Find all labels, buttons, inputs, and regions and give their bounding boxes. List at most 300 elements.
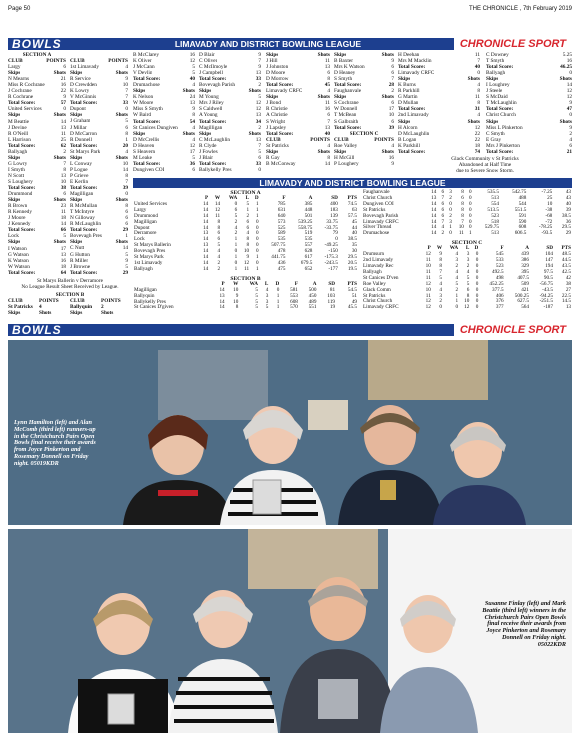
team-name: 1st Limavady bbox=[134, 259, 163, 266]
result-value: 31 bbox=[474, 106, 480, 113]
table-cell: 0 bbox=[449, 230, 452, 237]
table-cell: 2 bbox=[234, 230, 238, 237]
table-cell: -93.5 bbox=[541, 230, 553, 237]
table-cell: 3 bbox=[455, 257, 459, 264]
table-cell: 5 bbox=[246, 200, 250, 207]
result-label: Drumachose bbox=[133, 82, 160, 89]
table-cell: 6 bbox=[217, 230, 221, 237]
table-cell: -187 bbox=[543, 304, 553, 311]
table-cell: 652 bbox=[304, 265, 313, 272]
result-value: Shots bbox=[317, 148, 330, 155]
result-label: J Millar bbox=[70, 124, 87, 131]
result-label: C Nutt bbox=[70, 245, 85, 252]
result-value: 14 bbox=[60, 118, 66, 125]
table-cell: 3 bbox=[466, 257, 470, 264]
section-b-cell: 4 bbox=[39, 304, 42, 311]
result-label: H Alcorn bbox=[398, 124, 418, 131]
section-b-cell: Ballyquin bbox=[70, 304, 93, 311]
result-value: 12 bbox=[189, 58, 195, 65]
table-cell: 478 bbox=[277, 248, 286, 255]
result-label: L Harrison bbox=[8, 136, 31, 143]
result-value: 12 bbox=[255, 100, 261, 107]
team-name: Derramore bbox=[134, 230, 157, 237]
result-value: 4 bbox=[569, 136, 572, 143]
league-table-right bbox=[362, 190, 572, 311]
result-label: W Baird bbox=[133, 112, 151, 119]
table-cell: 40 bbox=[351, 230, 357, 237]
table-cell: -43.5 bbox=[542, 286, 553, 293]
table-cell: 0 bbox=[475, 257, 479, 264]
column-header: W bbox=[214, 195, 221, 201]
result-value: 25 bbox=[60, 136, 66, 143]
result-value: 34 bbox=[255, 118, 261, 125]
table-cell: 6 bbox=[441, 200, 445, 207]
result-value: 16 bbox=[566, 58, 572, 65]
table-cell: 39 bbox=[565, 206, 571, 213]
result-value: 9 bbox=[391, 58, 394, 65]
table-cell: 0 bbox=[255, 259, 259, 266]
result-label: M Leake bbox=[133, 154, 152, 161]
abandoned-note: Glack Community v St Patricks Abandoned at Half Time due to Severe Snow Storm. bbox=[451, 156, 519, 175]
result-label: Skips bbox=[70, 112, 83, 119]
result-value: 7 bbox=[125, 88, 128, 95]
result-value: 40 bbox=[324, 130, 330, 137]
result-label: T McBean bbox=[334, 112, 357, 119]
bowls-banner-top bbox=[8, 38, 572, 50]
table-cell: 42.5 bbox=[561, 268, 571, 275]
result-value: 7 bbox=[125, 178, 128, 185]
results-col-4 bbox=[199, 52, 261, 177]
result-label: D McCarron bbox=[70, 130, 97, 137]
result-value: 9 bbox=[258, 52, 261, 58]
result-value: Shots bbox=[467, 118, 480, 125]
table-cell: 439 bbox=[521, 251, 529, 258]
result-label: K Burns bbox=[398, 82, 416, 89]
result-value: 5 bbox=[125, 118, 128, 125]
column-header: SD bbox=[331, 195, 338, 201]
result-label: T Smyth bbox=[486, 58, 505, 65]
table-cell: 8 bbox=[461, 206, 464, 213]
table-cell: 1 bbox=[469, 230, 472, 237]
result-label: Total Score: bbox=[266, 130, 294, 137]
result-label: Total Score: bbox=[8, 142, 36, 149]
team-name: Drumachose bbox=[363, 230, 390, 237]
result-label: Mrs M Macklin bbox=[398, 58, 432, 65]
table-cell: -56.75 bbox=[539, 280, 553, 287]
table-cell: 14 bbox=[431, 200, 437, 207]
table-cell: 523 bbox=[495, 262, 504, 269]
table-cell: 8 bbox=[461, 200, 464, 207]
table-row bbox=[133, 305, 358, 311]
table-cell: 29 bbox=[565, 230, 571, 237]
result-line bbox=[70, 270, 128, 276]
table-cell: 591 bbox=[518, 212, 527, 219]
result-label: Total Score: bbox=[199, 76, 227, 83]
result-value: Shots bbox=[248, 88, 261, 95]
table-cell: 8 bbox=[439, 257, 442, 264]
team-name: Bovevagh Pres bbox=[134, 248, 166, 255]
result-value: 2 bbox=[258, 124, 261, 131]
result-line bbox=[266, 161, 330, 167]
result-label: St Canices Dungiven bbox=[133, 124, 178, 131]
result-value: 13 bbox=[255, 70, 261, 77]
result-value: Shots bbox=[53, 70, 66, 77]
result-label: Dupont bbox=[70, 106, 86, 113]
column-header: SD bbox=[546, 245, 553, 252]
result-label: Skips bbox=[199, 130, 212, 137]
result-value: 5 bbox=[192, 70, 195, 77]
table-cell: 13 bbox=[203, 242, 209, 249]
result-label: Skips bbox=[8, 154, 21, 161]
chronicle-sport-logo: CHRONICLE SPORT bbox=[454, 38, 572, 50]
table-cell: 1 bbox=[276, 304, 280, 311]
table-cell: 183 bbox=[330, 206, 338, 213]
result-label: Total Score: bbox=[8, 185, 36, 192]
team-name: Ballyagh bbox=[134, 265, 153, 272]
table-cell: 525 bbox=[277, 224, 286, 231]
table-cell: 5 bbox=[466, 280, 470, 287]
result-value: Shots bbox=[381, 94, 394, 101]
team-name: Christ Church bbox=[363, 298, 393, 305]
table-cell: 2 bbox=[455, 262, 459, 269]
result-label: D Blair bbox=[199, 52, 215, 58]
table-cell: 1 bbox=[255, 206, 259, 213]
table-cell: 42 bbox=[565, 274, 571, 281]
result-value: 16 bbox=[60, 257, 66, 264]
result-value: Shots bbox=[115, 112, 128, 119]
table-cell: 5 bbox=[217, 242, 221, 249]
result-label: Roe Valley bbox=[334, 142, 358, 149]
table-cell: 11 bbox=[244, 265, 250, 272]
result-label: St Patricks bbox=[266, 142, 289, 149]
table-cell: 400 bbox=[330, 200, 338, 207]
result-value: 6 bbox=[125, 215, 128, 222]
result-label: Bovevagh Parish bbox=[199, 82, 236, 89]
table-cell: 2 bbox=[449, 194, 452, 201]
table-cell: 38.5 bbox=[347, 236, 357, 243]
table-cell: 12 bbox=[425, 251, 431, 258]
result-label: Skips bbox=[8, 70, 21, 77]
table-cell: 0 bbox=[469, 194, 472, 201]
team-name: Dungiven COI bbox=[363, 200, 394, 207]
team-name: St Marys Park bbox=[134, 254, 164, 261]
result-label: Skips bbox=[8, 197, 21, 204]
team-name: Silver Thread bbox=[363, 224, 392, 231]
result-label: Skips bbox=[133, 88, 146, 95]
table-cell: 0 bbox=[255, 224, 259, 231]
result-label: K Lowry bbox=[70, 88, 90, 95]
result-label: P Logue bbox=[70, 166, 88, 173]
result-label: Skips bbox=[133, 130, 146, 137]
table-cell: 1 bbox=[234, 242, 238, 249]
table-cell: 3 bbox=[265, 298, 269, 305]
result-label: Drummond bbox=[8, 191, 33, 198]
result-label: Magilligan bbox=[199, 124, 223, 131]
result-value: 47 bbox=[566, 106, 572, 113]
results-col-3 bbox=[133, 52, 195, 177]
table-cell: 12 bbox=[425, 298, 431, 305]
section-b-cell: Shots bbox=[101, 310, 114, 317]
table-cell: 513.5 bbox=[487, 206, 499, 213]
result-value: 11 bbox=[474, 52, 480, 58]
result-value: 13 bbox=[324, 124, 330, 131]
table-cell: 38.5 bbox=[561, 212, 571, 219]
result-value: 14 bbox=[122, 166, 128, 173]
results-col-1 bbox=[8, 52, 66, 294]
table-cell: 14 bbox=[203, 236, 209, 243]
table-cell: 57.5 bbox=[347, 212, 357, 219]
result-label: D Heaven bbox=[133, 142, 155, 149]
result-value: 20 bbox=[122, 142, 128, 149]
result-value: 4 bbox=[125, 148, 128, 155]
table-cell: 14 bbox=[431, 212, 437, 219]
table-cell: 14 bbox=[203, 212, 209, 219]
result-label: G Hutton bbox=[70, 251, 90, 258]
result-value: 5 bbox=[258, 94, 261, 101]
table-cell: 139 bbox=[330, 212, 338, 219]
table-cell: 147 bbox=[545, 257, 553, 264]
table-cell: -49.25 bbox=[324, 242, 338, 249]
result-line bbox=[133, 167, 195, 173]
result-label: S Cochrane bbox=[334, 100, 359, 107]
result-label: Total Score: bbox=[133, 118, 161, 125]
result-value: Shots bbox=[317, 52, 330, 58]
results-col-5 bbox=[266, 52, 330, 177]
table-cell: 14 bbox=[203, 200, 209, 207]
result-label: J Blair bbox=[199, 154, 213, 161]
result-value: 17 bbox=[388, 106, 394, 113]
team-name: Bovevagh Parish bbox=[363, 212, 399, 219]
table-cell: 14 bbox=[431, 218, 437, 225]
result-label: R Parkhill bbox=[398, 88, 420, 95]
result-value: 8 bbox=[327, 76, 330, 83]
result-label: L Conway bbox=[70, 160, 93, 167]
result-value: 21 bbox=[566, 148, 572, 155]
team-name: Christ Church bbox=[363, 194, 393, 201]
table-cell: 14 bbox=[203, 259, 209, 266]
table-cell: 104 bbox=[545, 251, 553, 258]
column-header: D bbox=[474, 245, 479, 252]
result-value: 4 bbox=[192, 82, 195, 89]
result-value: 9 bbox=[258, 64, 261, 71]
result-value: 5 bbox=[125, 263, 128, 270]
result-label: E Gray bbox=[486, 136, 502, 143]
table-cell: 4 bbox=[217, 248, 221, 255]
table-cell: 14.5 bbox=[561, 298, 571, 305]
table-cell: 8 bbox=[461, 189, 464, 195]
result-label: SECTION A bbox=[22, 52, 52, 58]
result-value: 29 bbox=[122, 269, 128, 276]
table-cell: 43 bbox=[565, 194, 571, 201]
result-label: Skips bbox=[266, 52, 279, 58]
result-value: 10 bbox=[388, 112, 394, 119]
table-cell: 30 bbox=[351, 248, 357, 255]
result-label: N Scott bbox=[8, 172, 25, 179]
result-label: Skips bbox=[8, 239, 21, 246]
table-cell: -78.25 bbox=[538, 224, 553, 231]
table-cell: 2 bbox=[246, 212, 250, 219]
league-table-banner bbox=[133, 178, 572, 188]
result-label: Ballyagh bbox=[486, 70, 506, 77]
result-value: 12 bbox=[255, 106, 261, 113]
result-value: 74 bbox=[474, 148, 480, 155]
table-cell: 589 bbox=[277, 230, 286, 237]
table-cell: 385 bbox=[304, 200, 313, 207]
table-cell: 0 bbox=[469, 206, 472, 213]
table-cell: 500.25 bbox=[514, 292, 529, 299]
table-cell: 564 bbox=[521, 304, 529, 311]
result-label: CLUB bbox=[334, 136, 349, 143]
table-cell: 0 bbox=[469, 212, 472, 219]
result-value: 62 bbox=[60, 142, 66, 149]
table-cell: 3 bbox=[449, 189, 452, 195]
table-cell: 5 bbox=[255, 292, 258, 299]
result-label: Total Score: bbox=[486, 106, 514, 113]
result-value: 29 bbox=[122, 227, 128, 234]
result-label: Total Score: bbox=[70, 227, 98, 234]
team-name: Magilligan bbox=[134, 218, 157, 225]
table-cell: 45.5 bbox=[347, 304, 357, 311]
table-cell: -243.5 bbox=[324, 259, 338, 266]
column-header: SD bbox=[328, 280, 336, 287]
table-cell: 14 bbox=[203, 206, 209, 213]
table-cell: 14 bbox=[431, 206, 437, 213]
result-label: D Morrow bbox=[266, 76, 289, 83]
result-value: 5 bbox=[63, 233, 66, 240]
table-cell: 2 bbox=[217, 265, 221, 272]
result-value: 4 bbox=[125, 64, 128, 71]
table-cell: 617 bbox=[304, 254, 313, 261]
masthead: THE CHRONICLE , 7th February 2019 bbox=[468, 6, 572, 12]
table-cell: 535.5 bbox=[487, 189, 499, 195]
result-value: 2 bbox=[63, 148, 66, 155]
result-value: 6 bbox=[63, 191, 66, 198]
result-value: POINTS bbox=[310, 136, 330, 143]
result-label: D Crewdden bbox=[70, 82, 97, 89]
team-name: St Canices D'ven bbox=[363, 274, 399, 281]
results-col-2 bbox=[70, 58, 128, 300]
result-value: 9 bbox=[569, 124, 572, 131]
result-label: R Donnell bbox=[70, 136, 92, 143]
column-header: PTS bbox=[347, 195, 357, 201]
column-header: L bbox=[245, 195, 250, 201]
result-value: 11 bbox=[60, 209, 66, 216]
table-cell: 14 bbox=[219, 286, 225, 293]
table-cell: 12 bbox=[243, 259, 250, 266]
section-b-cell: CLUB bbox=[70, 298, 85, 305]
result-label: G Watson bbox=[8, 251, 29, 258]
section-c-label: SECTION C bbox=[451, 240, 483, 247]
table-cell: 5 bbox=[265, 304, 269, 311]
result-label: Ballykelly Pres bbox=[199, 166, 232, 173]
result-value: 6 bbox=[258, 154, 261, 161]
table-cell: 2 bbox=[234, 218, 238, 225]
table-row bbox=[362, 305, 572, 311]
result-label: Ballyagh bbox=[8, 148, 28, 155]
result-value: 9 bbox=[63, 94, 66, 101]
table-cell: 608 bbox=[290, 298, 298, 305]
result-label: W Donnell bbox=[334, 106, 358, 113]
result-value: 6 bbox=[327, 112, 330, 119]
result-value: 10 bbox=[122, 160, 128, 167]
result-label: W Watson bbox=[8, 263, 30, 270]
table-cell: 2 bbox=[217, 259, 221, 266]
team-name: St Canices D'given bbox=[134, 304, 174, 311]
column-header: L bbox=[465, 245, 470, 252]
result-label: Skips bbox=[398, 76, 411, 83]
table-cell: 12 bbox=[464, 304, 470, 311]
table-cell: 14 bbox=[431, 230, 437, 237]
table-cell: 5 bbox=[255, 286, 258, 293]
result-label: R McMullan bbox=[70, 203, 98, 210]
table-cell: 0 bbox=[475, 251, 479, 258]
table-cell: 6 bbox=[246, 218, 250, 225]
result-label: S Wright bbox=[266, 118, 285, 125]
table-cell: 4 bbox=[265, 286, 269, 293]
result-label: H Deehan bbox=[398, 52, 420, 58]
column-header: P bbox=[221, 280, 225, 287]
table-cell: 581 bbox=[290, 286, 298, 293]
section-b-cell: CLUB bbox=[8, 298, 23, 305]
table-cell: 631 bbox=[277, 206, 286, 213]
result-value: 2 bbox=[258, 82, 261, 89]
result-value: 12 bbox=[566, 94, 572, 101]
table-cell: -175.3 bbox=[324, 254, 338, 261]
table-cell: 608 bbox=[518, 224, 527, 231]
table-cell: 48.5 bbox=[561, 251, 571, 258]
result-value: 9 bbox=[192, 106, 195, 113]
table-cell: 0 bbox=[439, 304, 442, 311]
table-cell: 6 bbox=[441, 212, 445, 219]
result-label: R Brown bbox=[8, 203, 28, 210]
column-header: F bbox=[282, 195, 286, 201]
table-cell: 40 bbox=[565, 200, 571, 207]
result-value: 4 bbox=[391, 142, 394, 149]
result-label: 2nd Limavady bbox=[398, 112, 429, 119]
table-cell: 8 bbox=[466, 292, 470, 299]
table-cell: 14 bbox=[431, 189, 437, 195]
team-name: Magilligan bbox=[134, 286, 157, 293]
result-value: 13 bbox=[324, 64, 330, 71]
section-b-cell: POINTS bbox=[39, 298, 59, 305]
table-cell: 0 bbox=[469, 218, 472, 225]
table-cell: 10 bbox=[233, 286, 239, 293]
result-label: N Gilloway bbox=[70, 215, 95, 222]
result-label: W Moore bbox=[133, 100, 154, 107]
result-label: Total Score: bbox=[398, 148, 426, 155]
table-cell: 103 bbox=[327, 292, 336, 299]
result-label: N Mearns bbox=[8, 76, 30, 83]
table-cell: 44 bbox=[351, 224, 357, 231]
result-value: 39 bbox=[388, 124, 394, 131]
table-cell: 640 bbox=[277, 212, 286, 219]
table-cell: 14 bbox=[219, 298, 225, 305]
table-cell: 1 bbox=[234, 254, 238, 261]
league-table-left bbox=[133, 190, 358, 311]
result-label: Total Score: bbox=[266, 82, 294, 89]
table-cell: 35 bbox=[351, 242, 357, 249]
section-a-table bbox=[133, 196, 358, 273]
team-name: Limavady CRFC bbox=[363, 218, 399, 225]
table-cell: -38 bbox=[545, 206, 553, 213]
table-cell: 11 bbox=[425, 274, 431, 281]
result-value: Shots bbox=[182, 130, 195, 137]
section-b-line bbox=[8, 310, 132, 316]
result-label: J Steele bbox=[486, 88, 503, 95]
result-label: R Cochrane bbox=[8, 94, 34, 101]
table-cell: 8 bbox=[235, 304, 239, 311]
section-b-label: SECTION B bbox=[230, 275, 261, 282]
